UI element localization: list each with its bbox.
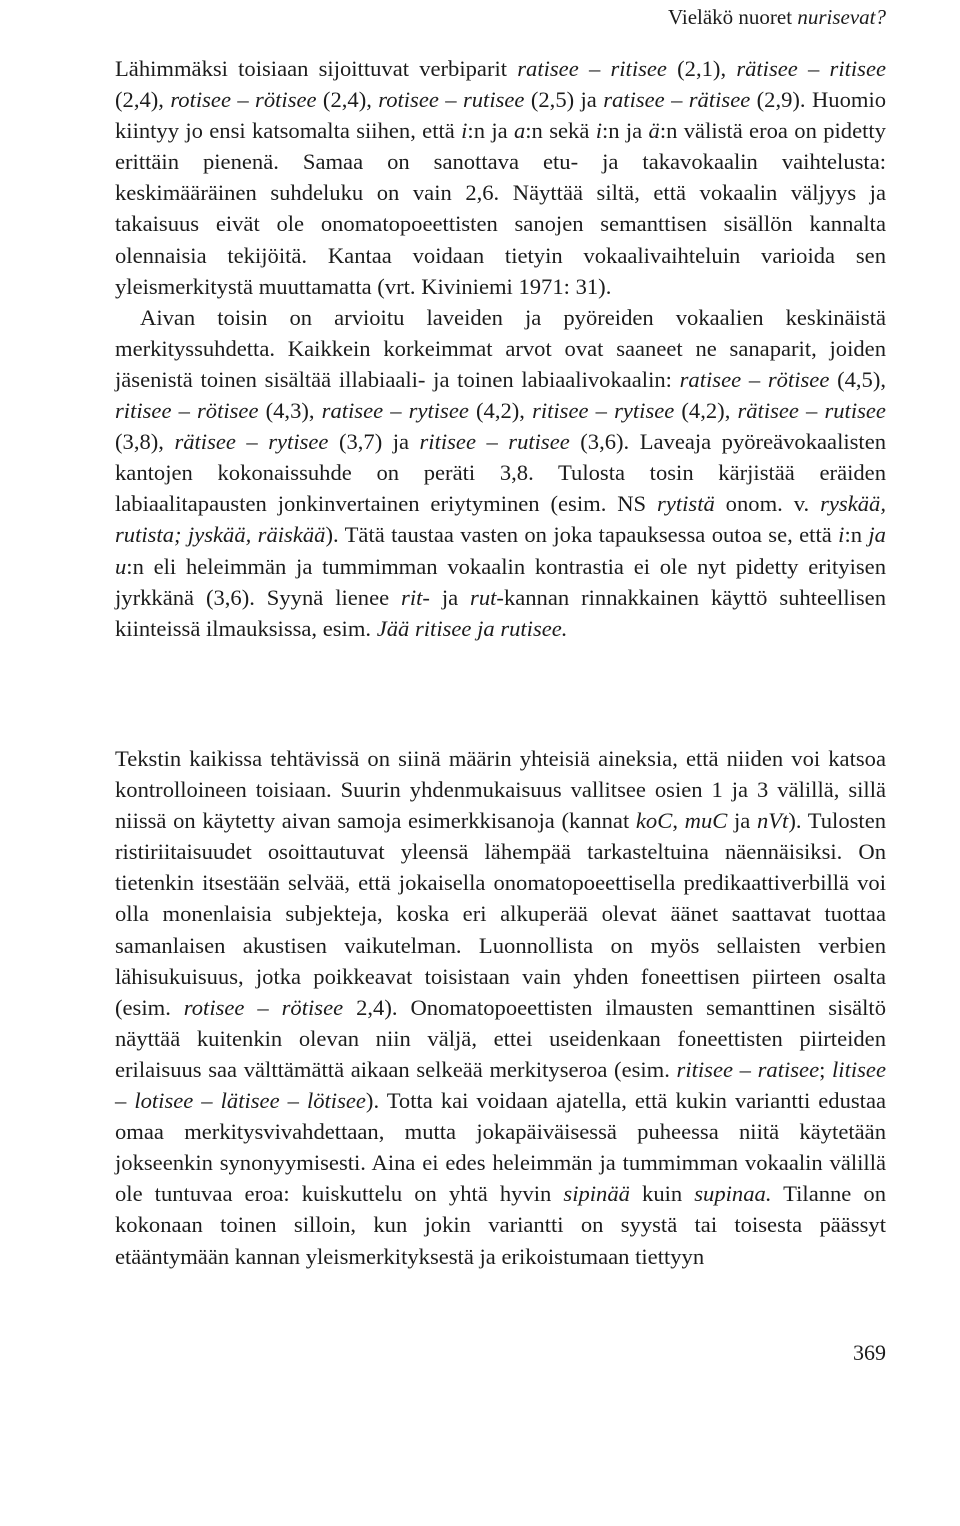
italic-term: muC (684, 808, 728, 834)
italic-term: ritisee (419, 429, 476, 455)
text-run: (4,3), (258, 398, 322, 424)
italic-term: i (838, 522, 845, 548)
italic-term: rotisee (170, 87, 231, 113)
text-run: (3,8), (115, 429, 175, 455)
italic-term: rutisee (508, 429, 570, 455)
italic-term: rätisee (737, 398, 799, 424)
text-run: – (171, 398, 197, 424)
text-run: – (235, 429, 269, 455)
italic-term: rytisee (614, 398, 675, 424)
text-run: ja (727, 808, 757, 834)
text-run: – (438, 87, 463, 113)
italic-term: Jää ritisee ja rutisee. (376, 615, 568, 641)
text-run: (2,4), (115, 87, 171, 113)
text-run: ; (819, 1056, 833, 1082)
text-run: (4,2), (468, 398, 533, 424)
text-run: :n sekä (525, 118, 596, 144)
italic-term: rit- (401, 584, 430, 610)
text-run: ). Tätä taustaa vasten on joka tapauksessa outoa se, että (325, 522, 839, 548)
italic-term: lätisee (220, 1088, 280, 1114)
italic-term: nVt (756, 808, 789, 834)
text-run: ja (429, 584, 471, 610)
text-run: – (193, 1088, 221, 1114)
italic-term: rutisee (824, 398, 886, 424)
paragraph (115, 302, 886, 644)
italic-term: rötisee (197, 398, 259, 424)
text-run: Lähimmäksi toisiaan sijoittuvat verbiparit (115, 56, 518, 81)
text-run: :n ja (601, 118, 649, 144)
italic-term: rytisee (408, 398, 469, 424)
text-run: – (588, 398, 615, 424)
italic-term: supinaa. (694, 1181, 772, 1207)
italic-term: ritisee (610, 56, 667, 81)
text-run: – (244, 994, 282, 1020)
text-run: ). Tulosten ristiriitaisuudet osoittautuvat yleensä lähempää tarkasteltuina näennäisiksi. On tietenkin itsestään selvää, että jokaisella onomatopoeettisella predikaattiverbillä voi olla monenlaisia subjekteja, koska eri alkuperää olevat äänet saattavat tuottaa samanlaisen akustisen vaikutelman. Luonnollista on myös sellaisten verbien lähisukuisuus, jotka poikkeavat toisistaan vain yhden foneettisen piirteen osalta (esim. (115, 808, 887, 1020)
text-run: :n ja (467, 118, 514, 144)
italic-term: ratisee (517, 56, 579, 81)
italic-term: ratisee (679, 366, 742, 392)
italic-term: rut- (470, 584, 504, 610)
running-head (668, 2, 886, 32)
text-run: kannan rinnakkainen käyttö suhteellisen kiinteissä ilmauksissa, esim. (115, 584, 886, 641)
italic-term: rytisee (268, 429, 329, 455)
italic-term: koC (635, 808, 673, 834)
italic-term: a (513, 118, 526, 144)
italic-term: litisee (832, 1056, 886, 1082)
text-run: (2,1), (666, 56, 737, 81)
text-run: Tekstin kaikissa tehtävissä on siinä määrin yhteisiä aineksia, että niiden voi katsoa kontrolloineen toisiaan. Suurin yhdenmukaisuus vallitsee osien 1 ja 3 välillä, sillä niissä on käytetty aivan samoja esimerkkisanoja (kannat (115, 746, 886, 834)
text-run: – (741, 366, 768, 392)
text-run: kuin (629, 1181, 695, 1207)
text-run: :n välistä eroa on pidetty erittäin pienenä. Samaa on sanottava etu- ja takavokaalin vaihtelusta: keskimääräinen suhdeluku on vain 2,6. Näyttää siltä, että vokaalin väljyys ja takaisuus eivät ole onomatopoeettisten sanojen semanttisen sisällön kannalta olennaisia tekijöitä. Kantaa voidaan tietyin vokaalivaihteluin varioida sen yleismerkitystä muuttamatta (vrt. Kiviniemi 1971: 31). (115, 118, 886, 299)
text-run: – (578, 56, 611, 81)
italic-term: rötisee (255, 87, 317, 113)
running-head-italic: nurisevat? (797, 5, 886, 29)
text-run: ). Totta kai voidaan ajatella, että kukin variantti edustaa omaa merkitysvivahdettaan, mutta jokapäiväisessä puheessa niitä käytetään jokseenkin synonyymisesti. Aina ei edes heleimmän ja tummimman vokaalin välillä ole tuntuvaa eroa: kuiskuttelu on yhtä hyvin (115, 1088, 886, 1207)
italic-term: i (595, 118, 602, 144)
italic-term: ä (648, 118, 660, 144)
text-run: – (797, 56, 830, 81)
text-run: – (115, 1088, 135, 1114)
italic-term: rytistä (657, 491, 715, 517)
italic-term: ritisee (532, 398, 589, 424)
text-run: – (664, 87, 689, 113)
text-run: – (798, 398, 825, 424)
italic-term: rötisee (281, 994, 344, 1020)
italic-term: ratisee (321, 398, 384, 424)
italic-term: ritisee (676, 1056, 734, 1082)
italic-term: ja u (115, 522, 886, 579)
text-run: :n (844, 522, 869, 548)
text-block-upper (115, 53, 886, 644)
paragraph (115, 53, 886, 302)
italic-term: i (461, 118, 468, 144)
text-run: (2,5) ja (524, 87, 604, 113)
italic-term: lötisee (306, 1088, 366, 1114)
text-run: – (230, 87, 256, 113)
paragraph (115, 743, 886, 1272)
text-run: (2,4), (316, 87, 379, 113)
page-number: 369 (853, 1340, 886, 1365)
italic-term: rötisee (767, 366, 830, 392)
text-run: Aivan toisin on arvioitu laveiden ja pyöreiden vokaalien keskinäistä merkityssuhdetta. Kaikkein korkeimmat arvot ovat saaneet ne sanaparit, joiden jäsenistä toinen sisältää illabiaali- ja toinen labiaalivokaalin: (115, 304, 886, 392)
text-run: – (279, 1088, 307, 1114)
running-head-text: Vieläkö nuoret (667, 5, 798, 29)
italic-term: ratisee (603, 87, 665, 113)
text-run: , (672, 808, 685, 834)
italic-term: rutisee (462, 87, 525, 113)
italic-term: rotisee (378, 87, 439, 113)
text-run: Tilanne on kokonaan toinen silloin, kun jokin variantti on syystä tai toisesta päässyt etääntymään kannan yleismerkityksestä ja erikoistumaan tiettyyn (115, 1181, 887, 1269)
text-run: – (733, 1056, 758, 1082)
italic-term: rätisee (736, 56, 798, 81)
italic-term: rätisee (688, 87, 751, 113)
text-run: onom. v. (714, 491, 821, 517)
italic-term: lotisee (134, 1088, 194, 1114)
italic-term: ratisee (757, 1056, 820, 1082)
text-run: (3,6). Laveaja pyöreävokaalisten kantojen kokonaissuhde on peräti 3,8. Tulosta tosin kärjistää eräiden labiaalitapausten jonkinvertainen eriytyminen (esim. NS (115, 429, 887, 517)
italic-term: ryskää, rutista; jyskää, räiskää (115, 491, 886, 548)
text-run: (2,9). Huomio kiintyy jo ensi katsomalta siihen, että (115, 87, 887, 144)
text-run: (3,7) ja (328, 429, 420, 455)
text-run: :n eli heleimmän ja tummimman vokaalin kontrastia ei ole nyt pidetty erityisen jyrkkänä (3,6). Syynä lienee (115, 553, 886, 610)
text-run: (4,2), (674, 398, 738, 424)
text-run: – (476, 429, 509, 455)
text-block-lower (115, 743, 886, 1272)
text-run: (4,5), (829, 366, 887, 392)
italic-term: rätisee (174, 429, 236, 455)
italic-term: ritisee (115, 398, 172, 424)
italic-term: sipinää (563, 1181, 630, 1207)
italic-term: rotisee (183, 994, 245, 1020)
text-run: – (383, 398, 409, 424)
text-run: 2,4). Onomatopoeettisten ilmausten semanttinen sisältö näyttää kuitenkin olevan niin väljä, ettei useidenkaan foneettisten piirteiden erilaisuus saa välttämättä aikaan selkeää merkityseroa (esim. (115, 994, 886, 1082)
italic-term: ritisee (829, 56, 887, 81)
